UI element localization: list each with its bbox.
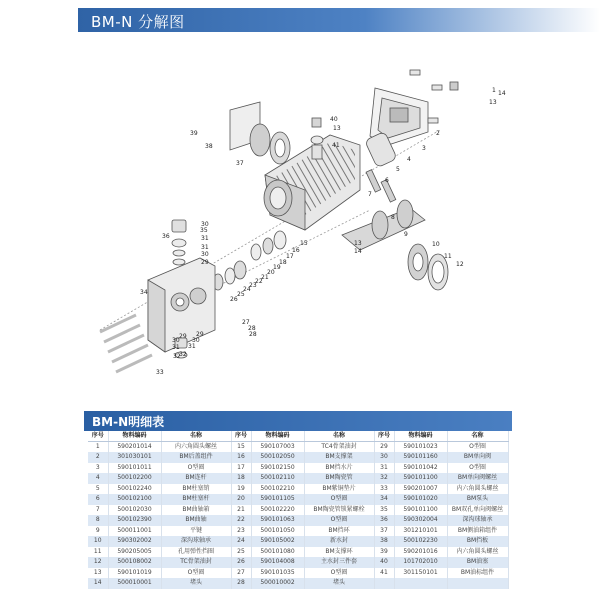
table-cell: 36	[374, 515, 394, 526]
table-cell: TC骨架油封	[161, 557, 231, 568]
table-row	[88, 557, 508, 568]
callout-label: 3	[422, 145, 426, 152]
table-cell: TC4骨架油封	[304, 442, 374, 453]
table-row	[88, 463, 508, 474]
table-cell: 590101035	[251, 568, 304, 579]
table-cell: 500010002	[251, 578, 304, 589]
table-cell: 500102200	[108, 473, 161, 484]
table-cell: 590205005	[108, 547, 161, 558]
table-cell: 深沟球轴承	[161, 536, 231, 547]
page-title: BM-N 分解图	[91, 13, 185, 31]
table-cell: 23	[231, 526, 251, 537]
callout-label: 34	[140, 289, 148, 296]
callout-label: 13	[489, 99, 497, 106]
callout-label: 32	[173, 353, 181, 360]
callout-label: 35	[200, 227, 208, 234]
callout-label: 18	[279, 259, 287, 266]
table-cell: 25	[231, 547, 251, 558]
callout-label: 30	[172, 337, 180, 344]
table-cell: 33	[374, 484, 394, 495]
callout-label: 32	[179, 351, 187, 358]
callout-label: 31	[172, 344, 180, 351]
table-title-bar	[84, 411, 512, 431]
table-cell: 27	[231, 568, 251, 579]
table-title: BM-N明细表	[92, 415, 165, 429]
table-cell: 2	[88, 452, 108, 463]
table-cell: BM紫铜垫片	[304, 484, 374, 495]
table-cell: BM曲轴	[161, 515, 231, 526]
table-cell: 内六角圆头螺丝	[161, 442, 231, 453]
table-row	[88, 515, 508, 526]
callout-label: 22	[255, 278, 263, 285]
callout-label: 14	[354, 248, 362, 255]
header-cell: 序号	[88, 431, 108, 442]
table-cell: 41	[374, 568, 394, 579]
table-cell: 500102390	[108, 515, 161, 526]
callout-label: 1	[492, 87, 496, 94]
table-row	[88, 547, 508, 558]
table-cell: 深沟球轴承	[447, 515, 508, 526]
table-row	[88, 452, 508, 463]
callout-label: 7	[368, 191, 372, 198]
table-cell: 590101063	[251, 515, 304, 526]
callout-label: 17	[286, 253, 294, 260]
table-row	[88, 505, 508, 516]
callout-label: 27	[242, 319, 250, 326]
table-cell: 40	[374, 557, 394, 568]
callout-label: 39	[190, 130, 198, 137]
table-cell: 7	[88, 505, 108, 516]
callout-label: 16	[292, 247, 300, 254]
table-cell: 500102220	[251, 505, 304, 516]
callout-label: 24	[243, 286, 251, 293]
table-cell: 500102210	[251, 484, 304, 495]
table-row	[88, 494, 508, 505]
callout-label: 38	[205, 143, 213, 150]
table-row	[88, 536, 508, 547]
table-cell: 301030101	[108, 452, 161, 463]
table-cell	[447, 578, 508, 589]
table-cell: 38	[374, 536, 394, 547]
table-cell: 37	[374, 526, 394, 537]
table-cell: 20	[231, 494, 251, 505]
table-cell: 500102230	[394, 536, 447, 547]
callout-label: 6	[385, 177, 389, 184]
table-cell: 26	[231, 557, 251, 568]
table-cell: 35	[374, 505, 394, 516]
table-cell: 31	[374, 463, 394, 474]
table-cell: 1	[88, 442, 108, 453]
callout-label: 29	[201, 259, 209, 266]
callout-label: 28	[248, 325, 256, 332]
table-cell: 590101160	[394, 452, 447, 463]
table-cell	[394, 578, 447, 589]
exploded-diagram	[80, 40, 520, 400]
table-cell: 500010001	[108, 578, 161, 589]
table-cell: 堵头	[161, 578, 231, 589]
table-cell: 堵头	[304, 578, 374, 589]
table-cell: BM挡水片	[304, 463, 374, 474]
callout-label: 36	[162, 233, 170, 240]
table-cell: 590201016	[394, 547, 447, 558]
table-cell: 6	[88, 494, 108, 505]
exploded-view-drawing	[80, 40, 520, 400]
table-cell: 301150101	[394, 568, 447, 579]
callout-label: 28	[249, 331, 257, 338]
table-cell: BM挡板	[447, 536, 508, 547]
table-cell: BM双孔单向阀螺丝	[447, 505, 508, 516]
table-cell: BM陶瓷管	[304, 473, 374, 484]
table-cell: 9	[88, 526, 108, 537]
table-cell: 590102150	[251, 463, 304, 474]
table-cell: 18	[231, 473, 251, 484]
header-cell: 物料编码	[251, 431, 304, 442]
table-cell: 101702010	[394, 557, 447, 568]
table-cell: 30	[374, 452, 394, 463]
callout-label: 29	[179, 333, 187, 340]
table-cell: O型圈	[304, 515, 374, 526]
table-body	[88, 442, 508, 589]
table-cell: 14	[88, 578, 108, 589]
table-cell: 500108002	[108, 557, 161, 568]
callout-label: 14	[498, 90, 506, 97]
table-cell: 平键	[161, 526, 231, 537]
table-cell: 34	[374, 494, 394, 505]
table-cell: 500102240	[108, 484, 161, 495]
table-cell: 16	[231, 452, 251, 463]
table-cell: 590105002	[251, 536, 304, 547]
callout-label: 11	[444, 253, 452, 260]
table-cell: 21	[231, 505, 251, 516]
callout-label: 21	[261, 274, 269, 281]
table-cell: O型圈	[447, 463, 508, 474]
table-cell: 19	[231, 484, 251, 495]
callout-label: 26	[230, 296, 238, 303]
table-cell: 590302002	[108, 536, 161, 547]
table-cell: 32	[374, 473, 394, 484]
table-cell: 29	[374, 442, 394, 453]
table-cell: BM后盖组件	[161, 452, 231, 463]
table-cell: 5	[88, 484, 108, 495]
callout-label: 20	[267, 269, 275, 276]
callout-label: 31	[201, 244, 209, 251]
table-cell: 500102050	[251, 452, 304, 463]
callout-label: 41	[332, 142, 340, 149]
table-cell: 590101100	[394, 473, 447, 484]
table-cell: 590201007	[394, 484, 447, 495]
oil-sight-part	[311, 118, 323, 159]
table-cell: BM油标组件	[447, 568, 508, 579]
table-cell: 新水封	[304, 536, 374, 547]
callout-label: 33	[156, 369, 164, 376]
callout-label: 29	[196, 331, 204, 338]
callout-label: 2	[436, 130, 440, 137]
table-cell: 590201014	[108, 442, 161, 453]
table-cell: 28	[231, 578, 251, 589]
table-cell: 301210101	[394, 526, 447, 537]
header-cell: 名称	[447, 431, 508, 442]
table-cell: BM单向阀	[447, 452, 508, 463]
table-cell: BM支撑架	[304, 452, 374, 463]
table-cell: 孔用弹性挡圈	[161, 547, 231, 558]
table-cell: 590101020	[394, 494, 447, 505]
callout-label: 19	[273, 264, 281, 271]
callout-label: 31	[201, 235, 209, 242]
callout-label: 10	[432, 241, 440, 248]
header-cell: 序号	[374, 431, 394, 442]
table-row	[88, 578, 508, 589]
table-cell: BM连杆	[161, 473, 231, 484]
table-cell: O型圈	[161, 568, 231, 579]
callout-label: 4	[407, 156, 411, 163]
table-cell: 15	[231, 442, 251, 453]
table-cell: 590101100	[394, 505, 447, 516]
table-cell: 22	[231, 515, 251, 526]
callout-label: 37	[236, 160, 244, 167]
table-cell: 8	[88, 515, 108, 526]
table-cell: BM陶瓷管锁紧螺栓	[304, 505, 374, 516]
table-cell: BM支撑环	[304, 547, 374, 558]
table-cell: O型圈	[304, 494, 374, 505]
table-cell: 13	[88, 568, 108, 579]
table-cell: 500102030	[108, 505, 161, 516]
table-row	[88, 526, 508, 537]
table-cell: 590101042	[394, 463, 447, 474]
header-cell: 物料编码	[394, 431, 447, 442]
table-cell: 内六角圆头螺丝	[447, 484, 508, 495]
table-row	[88, 442, 508, 453]
table-cell: BM柱塞杆	[161, 494, 231, 505]
table-cell: 3	[88, 463, 108, 474]
table-cell: 500102100	[108, 494, 161, 505]
table-cell: 500102110	[251, 473, 304, 484]
table-cell: 590302004	[394, 515, 447, 526]
callout-label: 5	[396, 166, 400, 173]
table-cell: 24	[231, 536, 251, 547]
table-cell: BM柱塞销	[161, 484, 231, 495]
table-cell: 主水封三件套	[304, 557, 374, 568]
table-header-row	[88, 431, 508, 442]
callout-label: 30	[201, 251, 209, 258]
callout-label: 25	[237, 291, 245, 298]
title-bar	[78, 8, 600, 32]
table-cell: 590107003	[251, 442, 304, 453]
table-cell: 17	[231, 463, 251, 474]
table-cell: 11	[88, 547, 108, 558]
table-cell: 500101050	[251, 526, 304, 537]
long-bolts	[100, 315, 152, 372]
callout-label: 40	[330, 116, 338, 123]
table-cell: 590101023	[394, 442, 447, 453]
table-cell: O型圈	[304, 568, 374, 579]
table-cell: BM曲轴箱	[161, 505, 231, 516]
table-row	[88, 568, 508, 579]
callout-label: 13	[354, 240, 362, 247]
callout-label: 8	[391, 214, 395, 221]
table-cell: 590101019	[108, 568, 161, 579]
header-cell: 名称	[304, 431, 374, 442]
table-cell: 500101080	[251, 547, 304, 558]
table-cell: O型圈	[447, 442, 508, 453]
callout-label: 12	[456, 261, 464, 268]
callout-label: 15	[300, 240, 308, 247]
side-cover-part	[230, 102, 290, 164]
table-row	[88, 473, 508, 484]
callout-label: 23	[249, 282, 257, 289]
table-cell: 590101105	[251, 494, 304, 505]
header-cell: 序号	[231, 431, 251, 442]
header-cell: 物料编码	[108, 431, 161, 442]
callout-label: 13	[333, 125, 341, 132]
table-cell: 500011001	[108, 526, 161, 537]
table-row	[88, 484, 508, 495]
table-cell: 内六角圆头螺丝	[447, 547, 508, 558]
parts-table	[88, 431, 509, 589]
callout-label: 31	[188, 343, 196, 350]
table-cell: BM油塞	[447, 557, 508, 568]
table-cell: 4	[88, 473, 108, 484]
table-cell: BM泵头	[447, 494, 508, 505]
table-cell: BM挡环	[304, 526, 374, 537]
table-cell: 39	[374, 547, 394, 558]
table-cell: 10	[88, 536, 108, 547]
table-cell	[374, 578, 394, 589]
callout-label: 9	[404, 231, 408, 238]
table-cell: BM侧油箱组件	[447, 526, 508, 537]
bearing-seal-parts	[408, 244, 448, 290]
table-cell: 590104008	[251, 557, 304, 568]
table-cell: 12	[88, 557, 108, 568]
header-cell: 名称	[161, 431, 231, 442]
callout-label: 30	[192, 337, 200, 344]
callout-label: 30	[201, 221, 209, 228]
table-cell: BM单向阀螺丝	[447, 473, 508, 484]
table-cell: 590101011	[108, 463, 161, 474]
table-cell: O型圈	[161, 463, 231, 474]
